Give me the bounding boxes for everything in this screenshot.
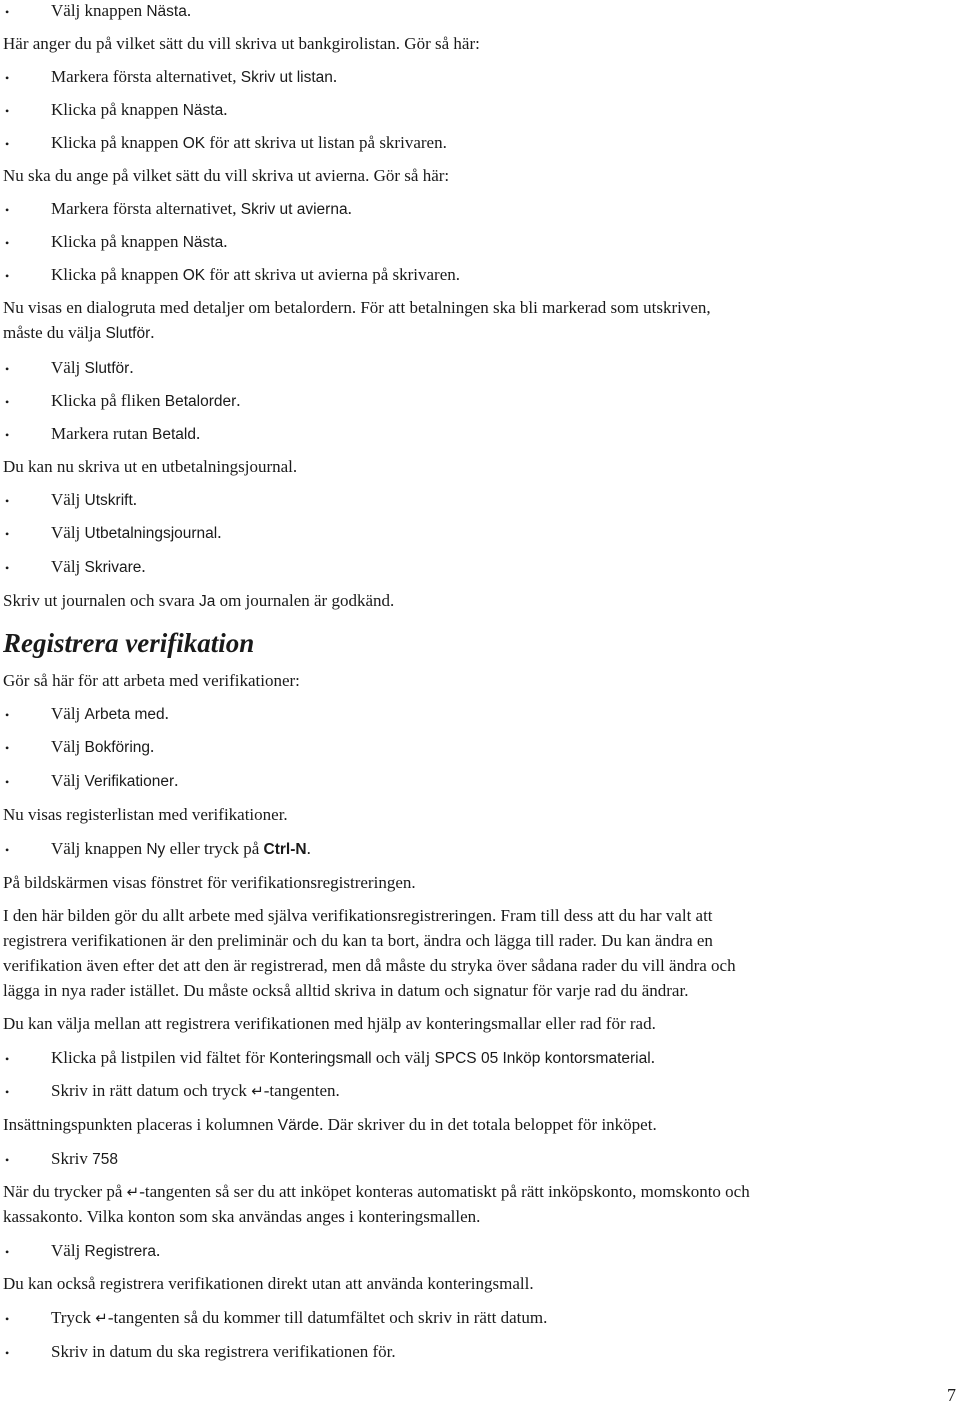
text-run: Du kan välja mellan att registrera verifikationen med hjälp av konteringsmallar eller rad för rad. — [3, 1014, 656, 1033]
paragraph-line — [3, 955, 736, 977]
text-run: för att skriva ut avierna på skrivaren. — [205, 265, 461, 284]
text-run: Klicka på knappen — [51, 100, 183, 119]
text-run: Du kan också registrera verifikationen direkt utan att använda konteringsmall. — [3, 1274, 534, 1293]
ui-term: Nästa — [182, 234, 224, 251]
bullet-item — [51, 1240, 160, 1263]
text-run: . — [650, 1048, 655, 1067]
ui-term: Konteringsmall — [269, 1050, 372, 1067]
text-run: Välj — [51, 358, 85, 377]
text-run: Nu visas en dialogruta med detaljer om betalordern. För att betalningen ska bli markerad som utskriven, — [3, 298, 711, 317]
bullet-item — [51, 838, 311, 861]
ui-term: Ja — [198, 593, 216, 610]
text-run: Markera rutan — [51, 424, 153, 443]
bullet-marker: • — [5, 527, 10, 541]
text-run: Nu ska du ange på vilket sätt du vill skriva ut avierna. Gör så här: — [3, 166, 450, 185]
bullet-marker: • — [5, 1052, 10, 1066]
text-run: . — [236, 391, 241, 410]
text-run: . — [174, 771, 179, 790]
bullet-marker: • — [5, 1312, 10, 1326]
bullet-marker: • — [5, 104, 10, 118]
paragraph-line — [3, 905, 713, 927]
text-run: Välj — [51, 523, 85, 542]
bullet-item — [51, 198, 352, 221]
text-run: . — [156, 1241, 161, 1260]
text-run: Välj — [51, 557, 85, 576]
ui-term: Nästa — [146, 3, 187, 20]
text-run: . — [129, 358, 134, 377]
text-run: måste du välja — [3, 323, 106, 342]
text-run: -tangenten så ser du att inköpet konteras automatiskt på rätt inköpskonto, momskonto och — [139, 1182, 750, 1201]
text-run: . — [332, 67, 338, 86]
bullet-item — [51, 703, 169, 726]
text-run: . — [186, 1, 192, 20]
bullet-item — [51, 66, 337, 89]
bullet-marker: • — [5, 1245, 10, 1259]
bullet-item — [51, 390, 241, 413]
text-run: I den här bilden gör du allt arbete med själva verifikationsregistreringen. Fram till dess att du har valt att — [3, 906, 713, 925]
text-run: eller tryck på — [165, 839, 264, 858]
section-heading — [3, 626, 254, 660]
bullet-item — [51, 1148, 118, 1171]
text-run: kassakonto. Vilka konton som ska användas anges i konteringsmallen. — [3, 1207, 481, 1226]
paragraph-line — [3, 1013, 656, 1035]
bullet-marker: • — [5, 741, 10, 755]
paragraph-line — [3, 33, 480, 55]
bullet-item — [51, 522, 221, 545]
paragraph-line — [3, 670, 300, 692]
text-run: -tangenten. — [263, 1081, 340, 1100]
paragraph-line — [3, 590, 394, 613]
bullet-marker: • — [5, 269, 10, 283]
ui-term: Slutför — [105, 325, 151, 342]
paragraph-line — [3, 980, 688, 1002]
paragraph-line — [3, 1206, 480, 1228]
text-run: Klicka på knappen — [51, 232, 183, 251]
text-run: Klicka på fliken — [51, 391, 165, 410]
enter-key-icon: ↵ — [126, 1183, 140, 1201]
text-run: och välj — [371, 1048, 435, 1067]
text-run: . — [150, 323, 155, 342]
ui-term: Nästa — [182, 102, 224, 119]
text-run: Tryck — [51, 1308, 96, 1327]
text-run: Markera första alternativet, — [51, 199, 241, 218]
text-run: . Där skriver du in det totala beloppet för inköpet. — [319, 1115, 657, 1134]
bullet-marker: • — [5, 71, 10, 85]
text-run: På bildskärmen visas fönstret för verifikationsregistreringen. — [3, 873, 416, 892]
ui-term: Skriv ut listan — [240, 69, 333, 86]
bullet-marker: • — [5, 843, 10, 857]
ui-term: Arbeta med — [84, 706, 165, 723]
text-run: Du kan nu skriva ut en utbetalningsjournal. — [3, 457, 298, 476]
enter-key-icon: ↵ — [95, 1309, 108, 1327]
text-run: Välj — [51, 771, 85, 790]
bullet-marker: • — [5, 137, 10, 151]
text-run: . — [223, 100, 228, 119]
text-run: -tangenten så du kommer till datumfältet och skriv in rätt datum. — [107, 1308, 548, 1327]
text-run: registrera verifikationen är den preliminär och du kan ta bort, ändra och lägga till rader. Du kan ändra en — [3, 931, 713, 950]
paragraph-line — [3, 297, 711, 319]
bullet-item — [51, 423, 200, 446]
ui-term: Värde — [277, 1117, 320, 1134]
text-run: Välj knappen — [51, 839, 147, 858]
ui-term: Bokföring — [84, 739, 151, 756]
bullet-item — [51, 556, 146, 579]
bullet-item — [51, 231, 227, 254]
text-run: Gör så här för att arbeta med verifikationer: — [3, 671, 300, 690]
bullet-item — [51, 357, 134, 380]
paragraph-line — [3, 322, 155, 345]
bullet-item — [51, 0, 191, 23]
text-run: Registrera verifikation — [3, 628, 255, 658]
paragraph-line — [3, 804, 288, 826]
bullet-marker: • — [5, 494, 10, 508]
paragraph-line — [3, 930, 713, 952]
ui-term: OK — [182, 135, 206, 152]
paragraph-line — [3, 165, 449, 187]
bullet-marker: • — [5, 708, 10, 722]
bullet-item — [51, 1047, 655, 1070]
ui-term: Ny — [146, 841, 166, 858]
text-run: . — [195, 424, 201, 443]
text-run: Välj knappen — [51, 1, 147, 20]
ui-term: Skrivare — [84, 559, 142, 576]
bullet-marker: • — [5, 395, 10, 409]
bullet-item — [51, 1080, 340, 1102]
text-run: Här anger du på vilket sätt du vill skriva ut bankgirolistan. Gör så här: — [3, 34, 480, 53]
bullet-marker: • — [5, 428, 10, 442]
bullet-marker: • — [5, 1153, 10, 1167]
ui-term: Betalorder — [164, 393, 237, 410]
text-run: Klicka på knappen — [51, 265, 183, 284]
text-run: . — [132, 490, 137, 509]
text-run: Skriv — [51, 1149, 93, 1168]
paragraph-line — [3, 872, 416, 894]
bullet-marker: • — [5, 1085, 10, 1099]
ui-term: Ctrl-N — [263, 841, 307, 858]
text-run: Skriv in datum du ska registrera verifikationen för. — [51, 1342, 396, 1361]
paragraph-line — [3, 1114, 657, 1137]
text-run: . — [347, 199, 352, 218]
text-run: Markera första alternativet, — [51, 67, 241, 86]
bullet-marker: • — [5, 203, 10, 217]
text-run: för att skriva ut listan på skrivaren. — [205, 133, 447, 152]
bullet-item — [51, 736, 154, 759]
text-run: Välj — [51, 490, 85, 509]
text-run: . — [150, 737, 155, 756]
text-run: När du trycker på — [3, 1182, 127, 1201]
bullet-item — [51, 132, 447, 155]
bullet-marker: • — [5, 5, 10, 19]
text-run: Välj — [51, 1241, 85, 1260]
ui-term: OK — [182, 267, 206, 284]
ui-term: Utbetalningsjournal — [84, 525, 218, 542]
bullet-marker: • — [5, 561, 10, 575]
ui-term: Verifikationer — [84, 773, 175, 790]
text-run: Klicka på knappen — [51, 133, 183, 152]
text-run: lägga in nya rader istället. Du måste också alltid skriva in datum och signatur för varje rad du ändrar. — [3, 981, 689, 1000]
text-run: . — [141, 557, 146, 576]
paragraph-line — [3, 456, 297, 478]
text-run: . — [223, 232, 228, 251]
text-run: Skriv in rätt datum och tryck — [51, 1081, 252, 1100]
ui-term: Slutför — [84, 360, 130, 377]
bullet-item — [51, 770, 178, 793]
text-run: Välj — [51, 704, 85, 723]
page-number: 7 — [947, 1385, 956, 1405]
text-run: Nu visas registerlistan med verifikationer. — [3, 805, 288, 824]
ui-term: SPCS 05 Inköp kontorsmaterial — [434, 1050, 651, 1067]
paragraph-line — [3, 1273, 534, 1295]
bullet-marker: • — [5, 1346, 10, 1360]
ui-term: Skriv ut avierna — [240, 201, 348, 218]
paragraph-line — [3, 1181, 750, 1203]
enter-key-icon: ↵ — [251, 1082, 264, 1100]
ui-term: Registrera — [84, 1243, 157, 1260]
ui-term: Utskrift — [84, 492, 133, 509]
bullet-item — [51, 264, 460, 287]
bullet-item — [51, 1341, 396, 1363]
text-run: . — [306, 839, 311, 858]
ui-term: 758 — [92, 1151, 118, 1168]
text-run: Klicka på listpilen vid fältet för — [51, 1048, 270, 1067]
text-run: Insättningspunkten placeras i kolumnen — [3, 1115, 278, 1134]
text-run: verifikation även efter det att den är registrerad, men då måste du stryka över sådana rader du vill ändra och — [3, 956, 736, 975]
text-run: Skriv ut journalen och svara — [3, 591, 199, 610]
bullet-marker: • — [5, 236, 10, 250]
text-run: . — [164, 704, 169, 723]
text-run: om journalen är godkänd. — [215, 591, 395, 610]
bullet-marker: • — [5, 362, 10, 376]
bullet-marker: • — [5, 775, 10, 789]
bullet-item — [51, 1307, 547, 1329]
ui-term: Betald — [152, 426, 196, 443]
bullet-item — [51, 489, 137, 512]
bullet-item — [51, 99, 227, 122]
text-run: . — [217, 523, 222, 542]
text-run: Välj — [51, 737, 85, 756]
